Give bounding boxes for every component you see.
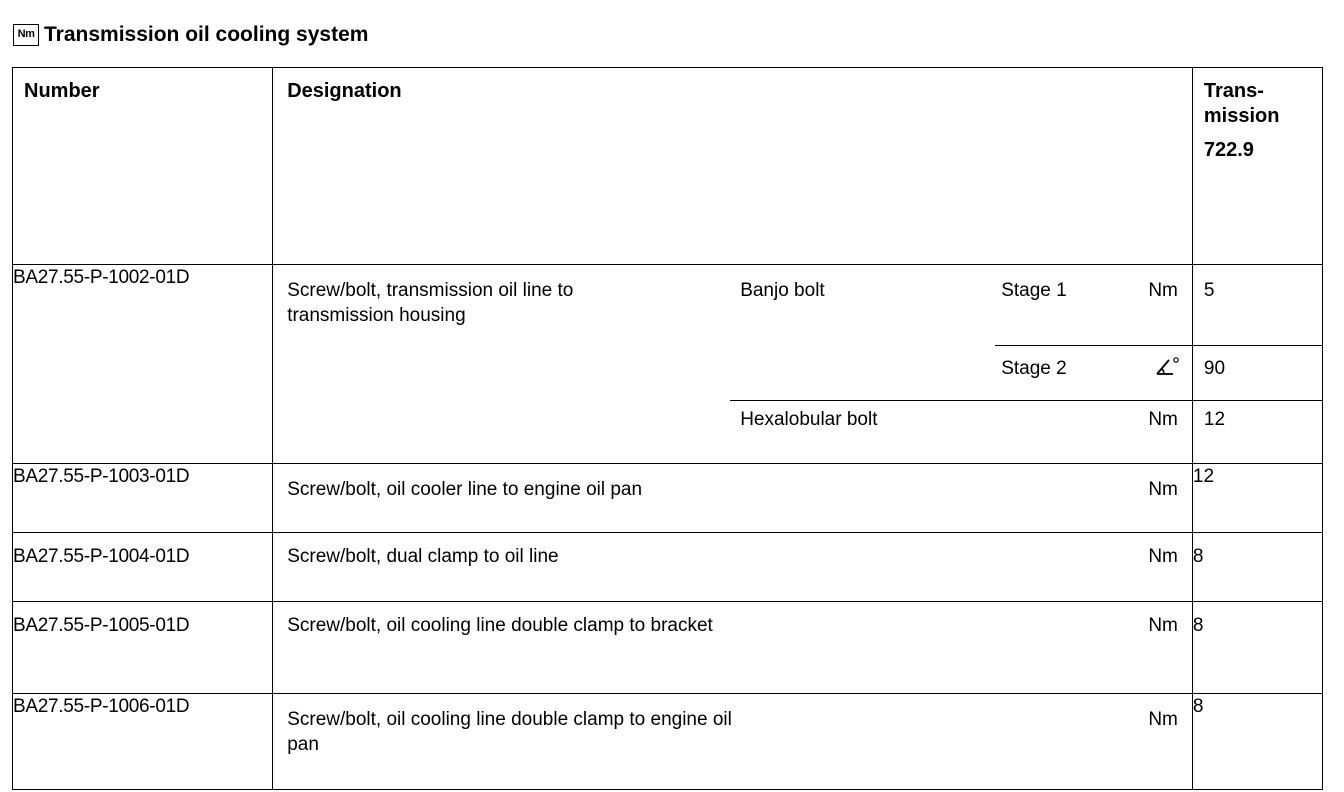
page-title: Transmission oil cooling system [44, 23, 369, 46]
row-designation: Screw/bolt, oil cooling line double clamp to bracket [287, 615, 713, 636]
row-designation: Screw/bolt, dual clamp to oil line [287, 546, 559, 567]
column-header-transmission [1192, 68, 1322, 265]
sub-divider [730, 400, 1192, 401]
table-row [13, 533, 1323, 602]
sub-divider [1193, 400, 1322, 401]
column-header-transmission-label: Trans- mission [1203, 80, 1280, 127]
sub-stage-2: Stage 2 [1001, 358, 1067, 379]
sub-stage-1: Stage 1 [1001, 280, 1067, 301]
row-designation-cell [273, 602, 1193, 694]
row-value-cell [1192, 265, 1322, 464]
table-row [13, 602, 1323, 694]
column-header-transmission-model: 722.9 [1203, 139, 1254, 161]
row-value: 5 [1203, 280, 1215, 301]
row-value: 90 [1203, 358, 1226, 379]
sub-type-banjo: Banjo bolt [740, 280, 825, 301]
table-row [13, 694, 1323, 790]
row-number: BA27.55-P-1006-01D [13, 694, 273, 790]
angle-degree-icon [1154, 355, 1180, 384]
row-designation: Screw/bolt, oil cooler line to engine oil pan [287, 479, 643, 500]
row-designation-cell [273, 694, 1193, 790]
row-number: BA27.55-P-1005-01D [13, 602, 273, 694]
row-designation-cell [273, 533, 1193, 602]
row-value: 8 [1192, 533, 1322, 602]
row-designation-cell [273, 265, 1193, 464]
row-unit: Nm [1148, 479, 1178, 500]
row-number: BA27.55-P-1003-01D [13, 464, 273, 533]
row-value: 8 [1192, 602, 1322, 694]
sub-unit-nm: Nm [1148, 280, 1178, 301]
row-unit: Nm [1148, 546, 1178, 567]
row-designation: Screw/bolt, oil cooling line double clamp to engine oil pan [287, 709, 732, 755]
section-header [13, 20, 368, 50]
row-unit: Nm [1148, 709, 1178, 730]
sub-unit-nm: Nm [1148, 409, 1178, 430]
table-row [13, 265, 1323, 464]
row-unit: Nm [1148, 615, 1178, 636]
column-header-designation: Designation [273, 68, 1193, 265]
torque-spec-table [12, 67, 1323, 790]
row-value: 12 [1203, 409, 1226, 430]
table-row [13, 464, 1323, 533]
row-number: BA27.55-P-1004-01D [13, 533, 273, 602]
sub-type-hexalobular: Hexalobular bolt [740, 409, 878, 430]
row-value: 12 [1192, 464, 1322, 533]
column-header-number: Number [13, 68, 273, 265]
torque-nm-icon: Nm [13, 24, 39, 46]
row-designation: Screw/bolt, transmission oil line to transmission housing [287, 280, 574, 326]
row-number: BA27.55-P-1002-01D [13, 265, 273, 464]
sub-divider [995, 345, 1192, 346]
row-designation-cell [273, 464, 1193, 533]
sub-divider [1193, 345, 1322, 346]
table-header-row [13, 68, 1323, 265]
row-value: 8 [1192, 694, 1322, 790]
